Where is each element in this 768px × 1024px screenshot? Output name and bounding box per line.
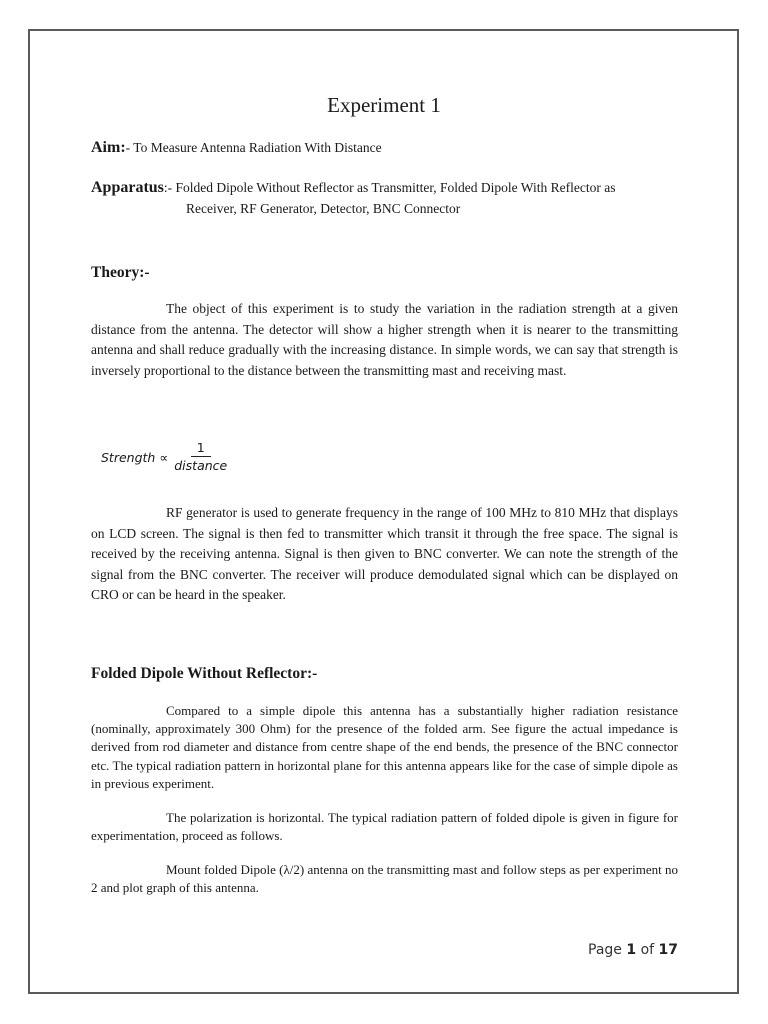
formula-denominator: distance [174, 458, 228, 473]
page-number-footer [588, 942, 678, 958]
apparatus-block [91, 177, 678, 219]
folded-dipole-paragraph-1: Compared to a simple dipole this antenna has a substantially higher radiation resistance (nominally, approximately 300 Ohm) for the presence of the folded arm. See figure the actual impedance is derived from rod diameter and distance from centre shape of the end bends, the presence of the BNC connector etc. The typical radiation pattern in horizontal plane for this antenna appears like for the case of simple dipole as in previous experiment. [91, 703, 678, 791]
theory-paragraph-2: RF generator is used to generate frequency in the range of 100 MHz to 810 MHz that displays on LCD screen. The signal is then fed to transmitter which transit it through the free space. The signal is received by the receiving antenna. Signal is then given to BNC converter. We can note the strength of the signal from the BNC converter. The receiver will produce demodulated signal which can be displayed on CRO or can be heard in the speaker. [91, 505, 678, 603]
formula-lhs: Strength ∝ [101, 450, 169, 465]
folded-dipole-paragraph-3: Mount folded Dipole (λ/2) antenna on the transmitting mast and follow steps as per experiment no 2 and plot graph of this antenna. [91, 862, 678, 896]
folded-dipole-paragraph-2: The polarization is horizontal. The typical radiation pattern of folded dipole is given in figure for experimentation, proceed as follows. [91, 810, 678, 844]
apparatus-line-1: :- Folded Dipole Without Reflector as Transmitter, Folded Dipole With Reflector as [163, 180, 616, 195]
aim-line [91, 139, 678, 157]
folded-dipole-heading: Folded Dipole Without Reflector:- [91, 665, 318, 682]
theory-paragraph-1: The object of this experiment is to study the variation in the radiation strength at a given distance from the antenna. The detector will show a higher strength when it is nearer to the transmitting antenna and shall reduce gradually with the increasing distance. In simple words, we can say that strength is inversely proportional to the distance between the transmitting mast and receiving mast. [91, 301, 678, 378]
footer-of-word: of [640, 942, 655, 958]
formula-fraction [172, 440, 229, 475]
formula-numerator: 1 [191, 440, 211, 457]
theory-heading: Theory:- [91, 264, 150, 281]
strength-formula [101, 440, 229, 475]
apparatus-label: Apparatus [91, 179, 164, 196]
aim-text: - To Measure Antenna Radiation With Distance [125, 140, 382, 155]
aim-label: Aim: [91, 139, 126, 156]
footer-total-pages: 17 [658, 942, 678, 958]
footer-current-page: 1 [626, 942, 637, 958]
page-title: Experiment 1 [327, 93, 441, 117]
footer-page-word: Page [588, 942, 622, 958]
apparatus-line-2: Receiver, RF Generator, Detector, BNC Connector [186, 201, 461, 216]
